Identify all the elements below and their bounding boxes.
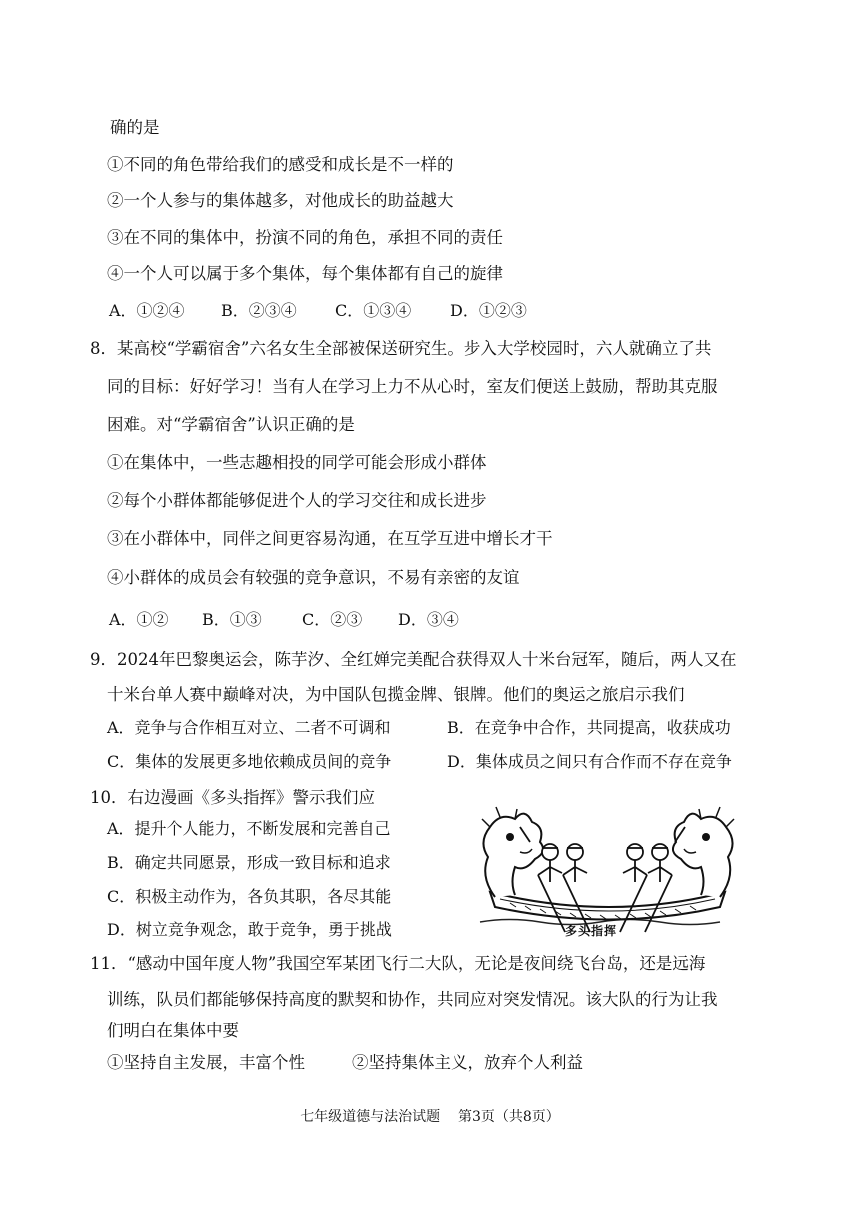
q11-item-2: ②坚持集体主义，放弃个人利益 xyxy=(352,1053,583,1072)
q7-item-3: ③在不同的集体中，扮演不同的角色，承担不同的责任 xyxy=(107,228,503,247)
q8-option-d: D．③④ xyxy=(398,610,459,629)
q8-option-c: C．②③ xyxy=(302,610,363,629)
q7-item-4: ④一个人可以属于多个集体，每个集体都有自己的旋律 xyxy=(107,264,503,283)
q9-stem-line-2: 十米台单人赛中巅峰对决，为中国队包揽金牌、银牌。他们的奥运之旅启示我们 xyxy=(107,685,685,704)
q10-option-c: C．积极主动作为，各负其职，各尽其能 xyxy=(107,887,392,906)
q7-item-1: ①不同的角色带给我们的感受和成长是不一样的 xyxy=(107,155,454,174)
page-footer: 七年级道德与法治试题 第3页（共8页） xyxy=(300,1109,560,1125)
q9-option-a: A．竞争与合作相互对立、二者不可调和 xyxy=(107,718,391,737)
q10-option-d: D．树立竞争观念，敢于竞争，勇于挑战 xyxy=(107,920,392,939)
q11-stem-line-3: 们明白在集体中要 xyxy=(107,1021,239,1040)
q11-item-1: ①坚持自主发展，丰富个性 xyxy=(107,1053,305,1072)
q9-option-c: C．集体的发展更多地依赖成员间的竞争 xyxy=(107,752,392,771)
q10-option-a: A．提升个人能力，不断发展和完善自己 xyxy=(107,819,391,838)
q9-stem-line-1: 9．2024年巴黎奥运会，陈芋汐、全红婵完美配合获得双人十米台冠军，随后，两人又在 xyxy=(90,650,737,669)
q8-stem-line-2: 同的目标：好好学习！当有人在学习上力不从心时，室友们便送上鼓励，帮助其克服 xyxy=(107,377,718,396)
q10-stem: 10．右边漫画《多头指挥》警示我们应 xyxy=(90,788,375,807)
q11-stem-line-2: 训练，队员们都能够保持高度的默契和协作，共同应对突发情况。该大队的行为让我 xyxy=(107,990,718,1009)
q8-item-4: ④小群体的成员会有较强的竞争意识，不易有亲密的友谊 xyxy=(107,568,520,587)
q8-stem-line-3: 困难。对“学霸宿舍”认识正确的是 xyxy=(107,415,355,434)
q8-item-2: ②每个小群体都能够促进个人的学习交往和成长进步 xyxy=(107,491,487,510)
q7-option-c: C．①③④ xyxy=(335,301,412,320)
q7-stem-tail: 确的是 xyxy=(110,118,160,137)
q9-option-d: D．集体成员之间只有合作而不存在竞争 xyxy=(447,752,732,771)
q7-option-a: A．①②④ xyxy=(109,301,185,320)
q8-stem-line-1: 8．某高校“学霸宿舍”六名女生全部被保送研究生。步入大学校园时，六人就确立了共 xyxy=(90,339,712,358)
q7-item-2: ②一个人参与的集体越多，对他成长的助益越大 xyxy=(107,191,454,210)
q8-item-3: ③在小群体中，同伴之间更容易沟通，在互学互进中增长才干 xyxy=(107,529,553,548)
q8-option-b: B．①③ xyxy=(202,610,262,629)
q11-stem-line-1: 11．“感动中国年度人物”我国空军某团飞行二大队，无论是夜间绕飞台岛，还是远海 xyxy=(90,954,706,973)
q10-option-b: B．确定共同愿景，形成一致目标和追求 xyxy=(107,853,391,872)
q8-item-1: ①在集体中，一些志趣相投的同学可能会形成小群体 xyxy=(107,453,487,472)
cartoon-caption: 多头指挥 xyxy=(565,924,618,938)
q7-option-d: D．①②③ xyxy=(450,301,527,320)
q7-option-b: B．②③④ xyxy=(221,301,297,320)
q8-option-a: A．①② xyxy=(109,610,169,629)
q9-option-b: B．在竞争中合作，共同提高，收获成功 xyxy=(447,718,731,737)
